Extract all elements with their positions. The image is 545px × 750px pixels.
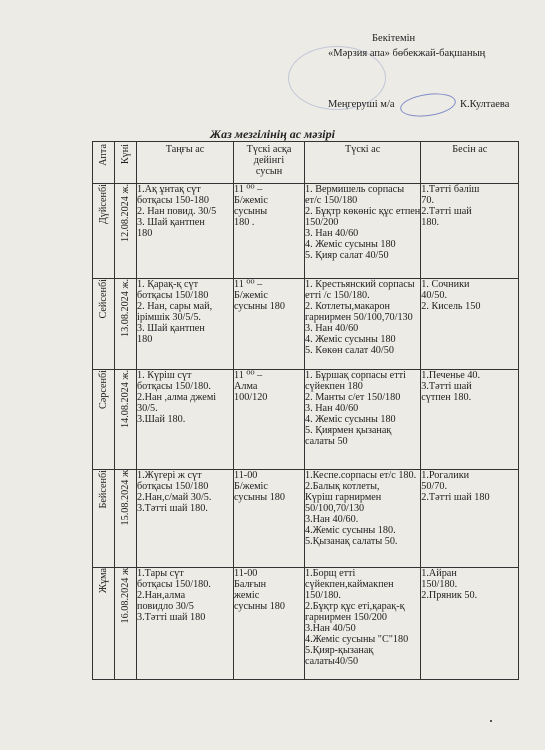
snack-cell (234, 279, 305, 370)
lunch-cell (305, 370, 421, 470)
snack-item: жеміс (234, 590, 260, 602)
lunch-item: гарнирмен 150/200 (305, 612, 387, 624)
date-cell: 16.08.2024 ж (115, 568, 137, 680)
afternoon-item: 2.Пряник 50. (421, 590, 478, 602)
breakfast-item: 2.Нан,с/май 30/5. (137, 492, 212, 504)
breakfast-item: 2.Нан ,алма джемі (137, 392, 217, 404)
afternoon-item: 40/50. (421, 290, 448, 302)
approval-line-2: «Мәрзия апа» бөбекжай-бақшаның (328, 48, 486, 59)
date-cell: 12.08.2024 ж. (115, 184, 137, 279)
breakfast-item: повидло 30/5 (137, 601, 194, 613)
snack-item: 11-00 (234, 568, 258, 579)
breakfast-item: 2.Нан,алма (137, 590, 186, 602)
snack-cell (234, 568, 305, 680)
breakfast-item: 1. Күріш сүт (137, 370, 192, 381)
lunch-item: 4. Жеміс сусыны 180 (305, 414, 396, 426)
snack-cell (234, 470, 305, 568)
breakfast-cell (137, 184, 234, 279)
afternoon-item: 1.Печенье 40. (421, 370, 481, 381)
afternoon-item: 1. Сочники (421, 279, 470, 290)
lunch-item: сүйекпен,каймакпен (305, 579, 394, 591)
breakfast-item: 3. Шай қантпен (137, 323, 205, 335)
date-cell: 13.08.2024 ж. (115, 279, 137, 370)
breakfast-item: 2. Нан, сары май, (137, 301, 213, 313)
lunch-item: 50/100,70/130 (305, 503, 365, 515)
lunch-item: сүйекпен 180 (305, 381, 363, 393)
lunch-item: 3. Нан 40/60 (305, 228, 359, 240)
afternoon-item: 2.Тәтті шай 180 (421, 492, 490, 504)
lunch-item: 2. Манты с/ет 150/180 (305, 392, 401, 404)
afternoon-item: 180. (421, 217, 440, 229)
lunch-cell (305, 470, 421, 568)
date-cell: 15.08.2024 ж (115, 470, 137, 568)
weekday-cell: Дүйсенбі (93, 184, 115, 279)
menu-table (92, 141, 519, 680)
breakfast-item: 180 (137, 228, 153, 240)
lunch-item: 1. Бұршақ сорпасы етті (305, 370, 406, 381)
breakfast-item: ботқасы 150/180. (137, 381, 211, 393)
afternoon-item: 70. (421, 195, 434, 207)
breakfast-item: 1.Тары сүт (137, 568, 184, 579)
lunch-cell (305, 568, 421, 680)
lunch-item: 150/200 (305, 217, 339, 229)
breakfast-item: 3.Тәтті шай 180 (137, 612, 206, 624)
afternoon-item: 1.Тәтті бәліш (421, 184, 480, 195)
breakfast-item: 1.Жүгері ж сүт (137, 470, 202, 481)
lunch-item: етті /с 150/180. (305, 290, 370, 302)
lunch-item: 2.Бұқтр құс еті,қарақ-қ (305, 601, 405, 613)
lunch-item: 2. Бұқтр көкөніс құс етпен (305, 206, 421, 218)
lunch-item: 1.Борщ етті (305, 568, 356, 579)
lunch-item: 1.Кеспе.сорпасы ет/с 180. (305, 470, 417, 481)
lunch-item: Күріш гарнирмен (305, 492, 382, 504)
afternoon-item: 2. Кисель 150 (421, 301, 481, 313)
lunch-item: 2. Котлеты,макарон (305, 301, 390, 313)
lunch-item: 4. Жеміс сусыны 180 (305, 334, 396, 346)
header-day: Күні (115, 142, 137, 184)
breakfast-item: ботқасы 150/180 (137, 290, 209, 302)
afternoon-item: 2.Тәтті шай (421, 206, 472, 218)
weekday-cell: Сәрсенбі (93, 370, 115, 470)
breakfast-item: ботқасы 150/180 (137, 481, 209, 493)
afternoon-cell (421, 279, 519, 370)
menu-title: Жаз мезгілінің ас мәзірі (210, 127, 335, 141)
afternoon-item: 50/70. (421, 481, 448, 493)
lunch-item: гарнирмен 50/100,70/130 (305, 312, 413, 324)
lunch-item: 5. Көкөн салат 40/50 (305, 345, 394, 357)
lunch-item: салаты40/50 (305, 656, 359, 668)
breakfast-item: ботқасы 150-180 (137, 195, 209, 207)
afternoon-item: 1.Айран (421, 568, 457, 579)
breakfast-item: 3.Шай 180. (137, 414, 186, 426)
table-row (93, 370, 519, 470)
lunch-item: 3.Нан 40/60. (305, 514, 359, 526)
snack-item: сусыны 180 (234, 492, 285, 504)
weekday-cell: Бейсенбі (93, 470, 115, 568)
header-snack: Түскі асқа дейінгі сусын (234, 142, 305, 184)
lunch-item: 3. Нан 40/60 (305, 323, 359, 335)
scan-mark (490, 720, 492, 722)
afternoon-cell (421, 184, 519, 279)
lunch-item: 3.Нан 40/50 (305, 623, 356, 635)
breakfast-item: ірімшік 30/5/5. (137, 312, 201, 324)
table-row (93, 568, 519, 680)
table-row (93, 184, 519, 279)
snack-item: 11 ⁰⁰ – (234, 279, 263, 290)
snack-cell (234, 184, 305, 279)
weekday-cell: Жұма (93, 568, 115, 680)
approval-line-1: Бекітемін (372, 33, 416, 44)
snack-item: 11 ⁰⁰ – (234, 370, 263, 381)
lunch-item: 5.Қызанақ салаты 50. (305, 536, 398, 548)
header-lunch: Түскі ас (305, 142, 421, 184)
lunch-item: 1. Вермишель сорпасы (305, 184, 405, 195)
afternoon-item: 3.Тәтті шай (421, 381, 472, 393)
lunch-item: 150/180. (305, 590, 341, 602)
snack-item: 100/120 (234, 392, 268, 404)
afternoon-cell (421, 568, 519, 680)
breakfast-item: 2. Нан повид. 30/5 (137, 206, 217, 218)
lunch-item: 5.Қияр-қызанақ (305, 645, 374, 657)
date-cell: 14.08.2024 ж. (115, 370, 137, 470)
breakfast-item: 1.Ақ ұнтақ сүт (137, 184, 201, 195)
afternoon-item: сүтпен 180. (421, 392, 472, 404)
lunch-item: 4. Жеміс сусыны 180 (305, 239, 396, 251)
lunch-item: 2.Балық котлеты, (305, 481, 380, 493)
lunch-item: ет/с 150/180 (305, 195, 358, 207)
approval-role: Меңгеруші м/а (328, 99, 395, 110)
snack-item: сусыны 180 (234, 601, 285, 613)
snack-item: 180 . (234, 217, 255, 229)
lunch-item: 3. Нан 40/60 (305, 403, 359, 415)
snack-item: 11-00 (234, 470, 258, 481)
afternoon-cell (421, 370, 519, 470)
table-row (93, 279, 519, 370)
snack-item: Балғын (234, 579, 267, 591)
snack-cell (234, 370, 305, 470)
snack-item: сусыны 180 (234, 301, 285, 313)
snack-item: Алма (234, 381, 258, 393)
lunch-item: салаты 50 (305, 436, 348, 448)
breakfast-item: 180 (137, 334, 153, 346)
snack-item: 11 ⁰⁰ – (234, 184, 263, 195)
snack-item: сусыны (234, 206, 268, 218)
table-row (93, 470, 519, 568)
breakfast-cell (137, 370, 234, 470)
header-afternoon: Бесін ас (421, 142, 519, 184)
breakfast-item: 3.Тәтті шай 180. (137, 503, 208, 515)
approval-name: К.Култаева (460, 99, 510, 110)
lunch-item: 4.Жеміс сусыны 180. (305, 525, 396, 537)
lunch-cell (305, 184, 421, 279)
breakfast-cell (137, 470, 234, 568)
afternoon-cell (421, 470, 519, 568)
weekday-cell: Сейсенбі (93, 279, 115, 370)
afternoon-item: 1.Рогалики (421, 470, 470, 481)
lunch-item: 5. Қиярмен қызанақ (305, 425, 392, 437)
signature (399, 90, 458, 120)
snack-item: Б/жеміс (234, 290, 268, 302)
breakfast-item: 3. Шай қантпен (137, 217, 205, 229)
lunch-item: 1. Крестьянский сорпасы (305, 279, 415, 290)
breakfast-cell (137, 568, 234, 680)
header-week: Апта (93, 142, 115, 184)
breakfast-cell (137, 279, 234, 370)
breakfast-item: 30/5. (137, 403, 158, 415)
lunch-cell (305, 279, 421, 370)
breakfast-item: ботқасы 150/180. (137, 579, 211, 591)
lunch-item: 4.Жеміс сусыны "С"180 (305, 634, 409, 646)
breakfast-item: 1. Қарақ-қ сүт (137, 279, 199, 290)
lunch-item: 5. Қияр салат 40/50 (305, 250, 389, 262)
afternoon-item: 150/180. (421, 579, 458, 591)
snack-item: Б/жеміс (234, 195, 268, 207)
snack-item: Б/жеміс (234, 481, 268, 493)
header-breakfast: Таңғы ас (137, 142, 234, 184)
